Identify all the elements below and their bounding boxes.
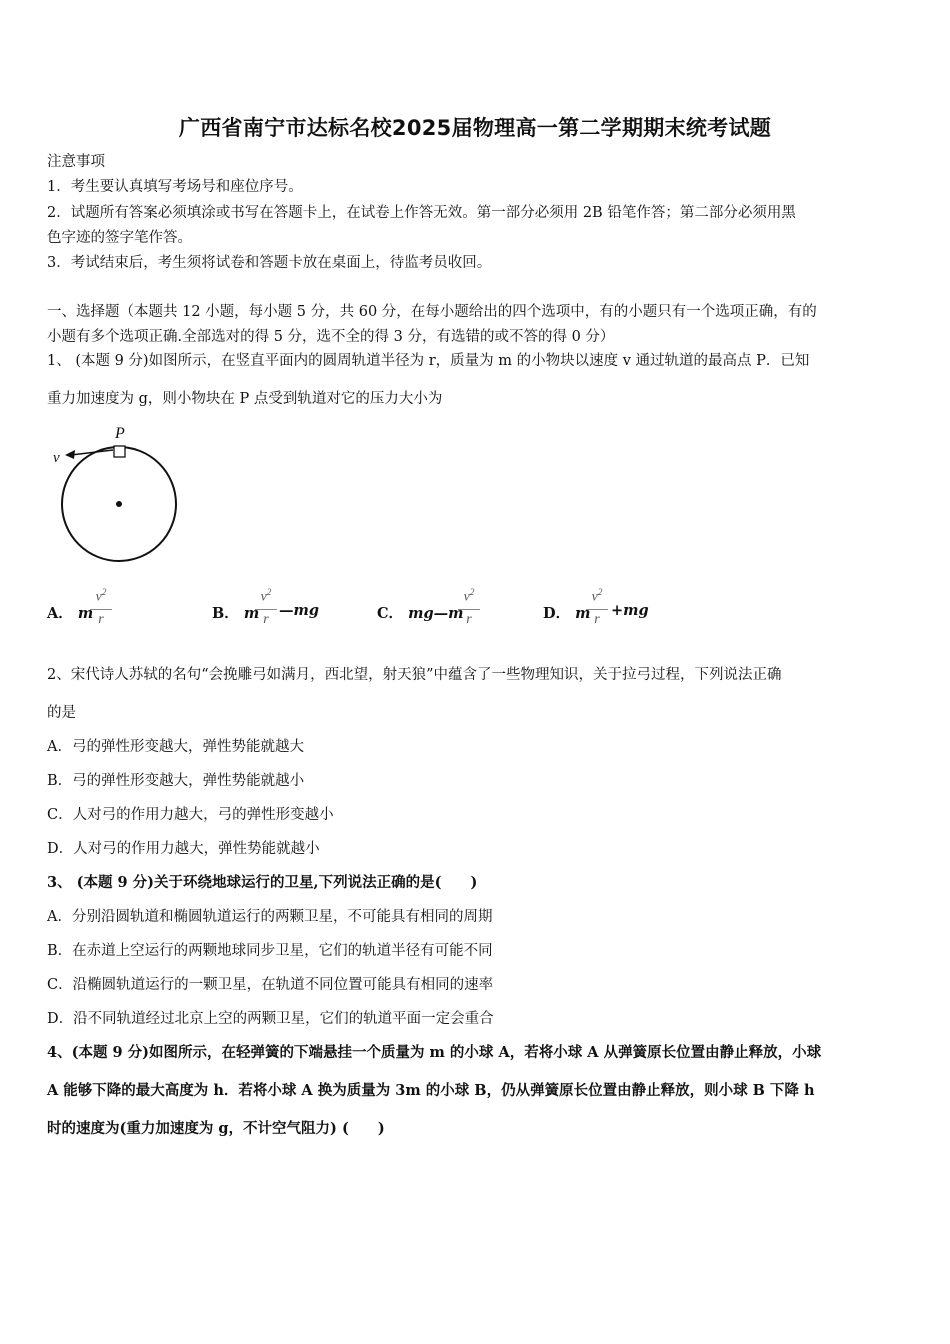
q1-option-b xyxy=(212,602,259,623)
q2-stem: 2、宋代诗人苏轼的名句“会挽雕弓如满月，西北望，射天狼”中蕴含了一些物理知识，关于拉弓过程，下列说法正确 xyxy=(47,667,782,683)
q4-stem-cont2: 时的速度为(重力加速度为 g，不计空气阻力) ( ) xyxy=(47,1120,385,1137)
notice-item: 1．考生要认真填写考场号和座位序号。 xyxy=(47,179,303,195)
q3-option-a: A．分别沿圆轨道和椭圆轨道运行的两颗卫星，不可能具有相同的周期 xyxy=(47,909,493,925)
q1-option-b-fraction: $v^2$ r xyxy=(255,584,277,628)
q1-option-c-fraction: $v^2$ r xyxy=(458,584,480,628)
q2-stem-cont: 的是 xyxy=(47,705,76,721)
q1-option-c xyxy=(377,602,463,623)
q3-option-b: B．在赤道上空运行的两颗地球同步卫星，它们的轨道半径有可能不同 xyxy=(47,943,493,959)
center-dot xyxy=(116,501,122,507)
q2-option-d: D．人对弓的作用力越大，弹性势能就越小 xyxy=(47,841,320,857)
block-square xyxy=(114,446,125,457)
section-heading: 一、选择题（本题共 12 小题，每小题 5 分，共 60 分，在每小题给出的四个选项中，有的小题只有一个选项正确，有的 xyxy=(47,304,817,320)
option-pre: m xyxy=(243,605,260,622)
velocity-arrow-head xyxy=(65,450,75,459)
label-v: v xyxy=(53,450,60,466)
q3-option-d: D．沿不同轨道经过北京上空的两颗卫星，它们的轨道平面一定会重合 xyxy=(47,1011,494,1027)
option-label: C． xyxy=(377,605,404,622)
q2-option-a: A．弓的弹性形变越大，弹性势能就越大 xyxy=(47,739,304,755)
q1-option-d-post: +mg xyxy=(611,602,649,619)
q2-option-b: B．弓的弹性形变越大，弹性势能就越小 xyxy=(47,773,305,789)
notice-item: 色字迹的签字笔作答。 xyxy=(47,230,192,246)
q1-stem: 1、 (本题 9 分)如图所示，在竖直平面内的圆周轨道半径为 r，质量为 m 的小物块以速度 v 通过轨道的最高点 P．已知 xyxy=(47,353,810,369)
q1-option-d-fraction: $v^2$ r xyxy=(586,584,608,628)
option-pre: m xyxy=(575,605,591,622)
option-label: B． xyxy=(212,605,239,622)
q4-stem-cont: A 能够下降的最大高度为 h．若将小球 A 换为质量为 3m 的小球 B，仍从弹簧原长位置由静止释放，则小球 B 下降 h xyxy=(47,1082,815,1099)
q1-option-a xyxy=(47,602,93,623)
option-label: D． xyxy=(543,605,571,622)
q4-stem: 4、(本题 9 分)如图所示，在轻弹簧的下端悬挂一个质量为 m 的小球 A，若将小球 A 从弹簧原长位置由静止释放，小球 xyxy=(47,1044,822,1061)
q3-option-c: C．沿椭圆轨道运行的一颗卫星，在轨道不同位置可能具有相同的速率 xyxy=(47,977,494,993)
notice-item: 2．试题所有答案必须填涂或书写在答题卡上，在试卷上作答无效。第一部分必须用 2B 铅笔作答；第二部分必须用黑 xyxy=(47,205,796,221)
notice-heading: 注意事项 xyxy=(47,154,105,170)
option-pre: mg—m xyxy=(408,605,464,622)
q2-option-c: C．人对弓的作用力越大，弓的弹性形变越小 xyxy=(47,807,334,823)
q1-figure-circle-track xyxy=(45,420,195,575)
q1-option-a-fraction: $v^2$ r xyxy=(90,584,112,628)
q1-stem-cont: 重力加速度为 g，则小物块在 P 点受到轨道对它的压力大小为 xyxy=(47,391,443,407)
label-p: P xyxy=(115,425,125,442)
option-pre: m xyxy=(77,605,94,622)
q1-option-b-post: —mg xyxy=(279,602,319,619)
option-label: A． xyxy=(47,605,73,622)
q3-stem: 3、 (本题 9 分)关于环绕地球运行的卫星,下列说法正确的是( ) xyxy=(47,874,478,891)
q1-option-d xyxy=(543,602,590,623)
notice-item: 3．考试结束后，考生须将试卷和答题卡放在桌面上，待监考员收回。 xyxy=(47,255,492,271)
section-heading-cont: 小题有多个选项正确.全部选对的得 5 分，选不全的得 3 分，有选错的或不答的得 0 分） xyxy=(47,329,615,345)
page-title: 广西省南宁市达标名校2025届物理高一第二学期期末统考试题 xyxy=(178,116,772,140)
